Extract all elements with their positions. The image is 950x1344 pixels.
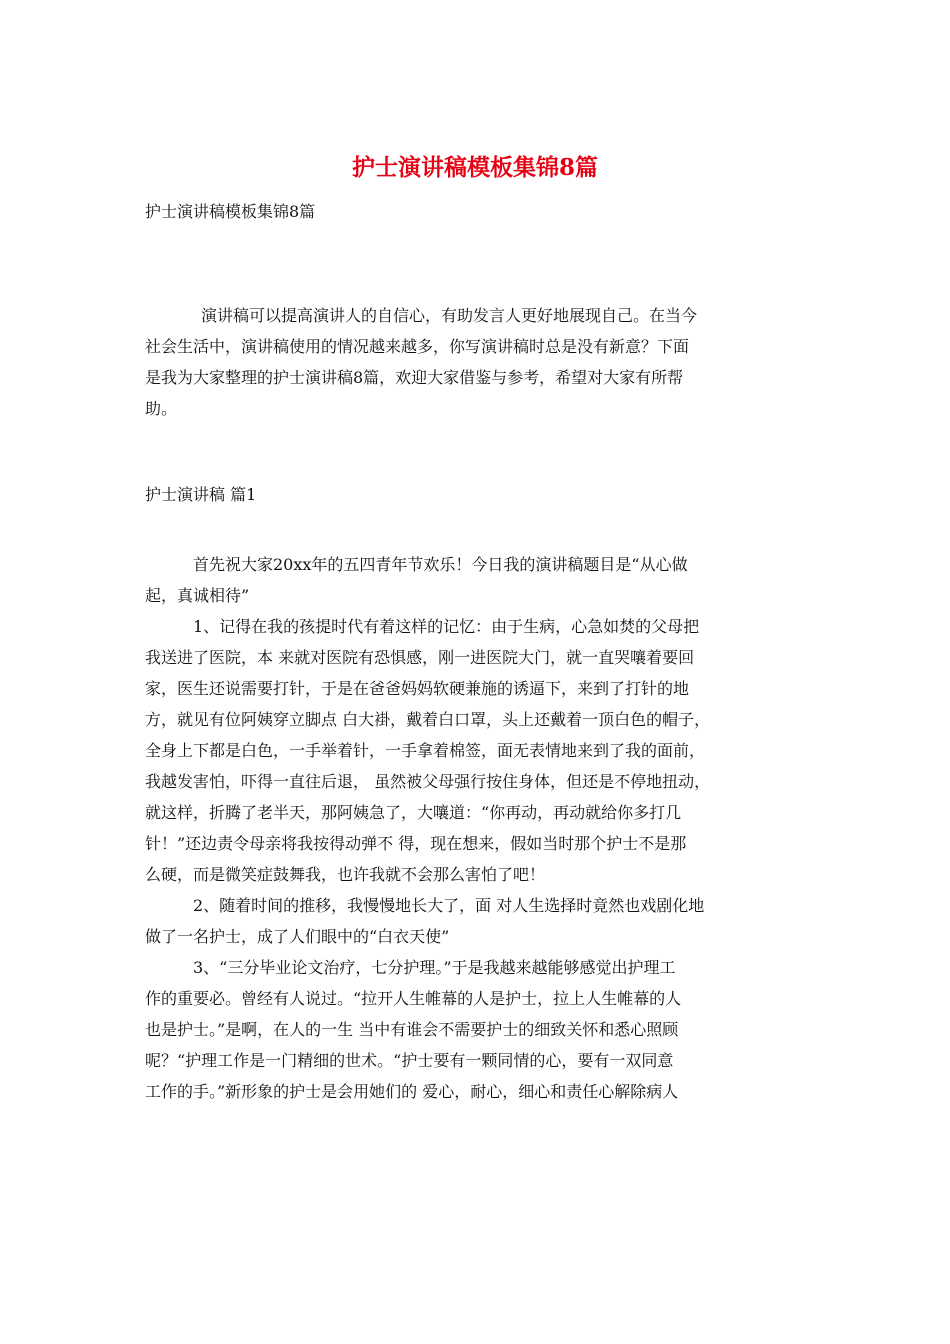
body-line: 家，医生还说需要打针，于是在爸爸妈妈软硬兼施的诱逼下，来到了打针的地 bbox=[145, 679, 690, 698]
intro-line: 是我为大家整理的护士演讲稿8篇，欢迎大家借鉴与参考，希望对大家有所帮 bbox=[145, 368, 684, 387]
section-heading: 护士演讲稿 篇1 bbox=[145, 485, 257, 504]
body-paragraphs bbox=[145, 549, 815, 1107]
body-line: 针！”还边责令母亲将我按得动弹不 得，现在想来，假如当时那个护士不是那 bbox=[145, 834, 687, 853]
body-line: 3、“三分毕业论文治疗，七分护理。”于是我越来越能够感觉出护理工 bbox=[193, 958, 676, 977]
body-line: 作的重要必。曾经有人说过。“拉开人生帷幕的人是护士，拉上人生帷幕的人 bbox=[145, 989, 682, 1008]
document-title: 护士演讲稿模板集锦8篇 bbox=[351, 154, 598, 181]
body-line: 方，就见有位阿姨穿立脚点 白大褂，戴着白口罩，头上还戴着一顶白色的帽子， bbox=[145, 710, 711, 729]
body-line: 全身上下都是白色，一手举着针，一手拿着棉签，面无表情地来到了我的面前， bbox=[145, 741, 706, 760]
body-line: 也是护士。”是啊，在人的一生 当中有谁会不需要护士的细致关怀和悉心照顾 bbox=[145, 1020, 679, 1039]
body-line: 工作的手。”新形象的护士是会用她们的 爱心，耐心，细心和责任心解除病人 bbox=[145, 1082, 679, 1101]
body-line: 首先祝大家20xx年的五四青年节欢乐！今日我的演讲稿题目是“从心做 bbox=[193, 555, 688, 574]
intro-line: 社会生活中，演讲稿使用的情况越来越多，你写演讲稿时总是没有新意？下面 bbox=[145, 337, 690, 356]
document-subtitle: 护士演讲稿模板集锦8篇 bbox=[145, 202, 316, 221]
body-line: 我送进了医院，本 来就对医院有恐惧感，刚一进医院大门，就一直哭嚷着要回 bbox=[145, 648, 695, 667]
intro-line: 演讲稿可以提高演讲人的自信心，有助发言人更好地展现自己。在当今 bbox=[201, 306, 698, 325]
body-line: 么硬，而是微笑症鼓舞我，也许我就不会那么害怕了吧！ bbox=[145, 865, 546, 884]
intro-paragraph bbox=[145, 300, 815, 424]
body-line: 2、随着时间的推移，我慢慢地长大了，面 对人生选择时竟然也戏剧化地 bbox=[193, 896, 705, 915]
body-line: 我越发害怕，吓得一直往后退， 虽然被父母强行按住身体，但还是不停地扭动， bbox=[145, 772, 711, 791]
body-line: 做了一名护士，成了人们眼中的“白衣天使” bbox=[145, 927, 450, 946]
intro-line: 助。 bbox=[145, 399, 178, 418]
body-line: 就这样，折腾了老半天，那阿姨急了，大嚷道：“你再动，再动就给你多打几 bbox=[145, 803, 682, 822]
body-line: 呢？“护理工作是一门精细的世术。“护士要有一颗同情的心，要有一双同意 bbox=[145, 1051, 674, 1070]
body-line: 起，真诚相待” bbox=[145, 586, 250, 605]
body-line: 1、记得在我的孩提时代有着这样的记忆：由于生病，心急如焚的父母把 bbox=[193, 617, 700, 636]
